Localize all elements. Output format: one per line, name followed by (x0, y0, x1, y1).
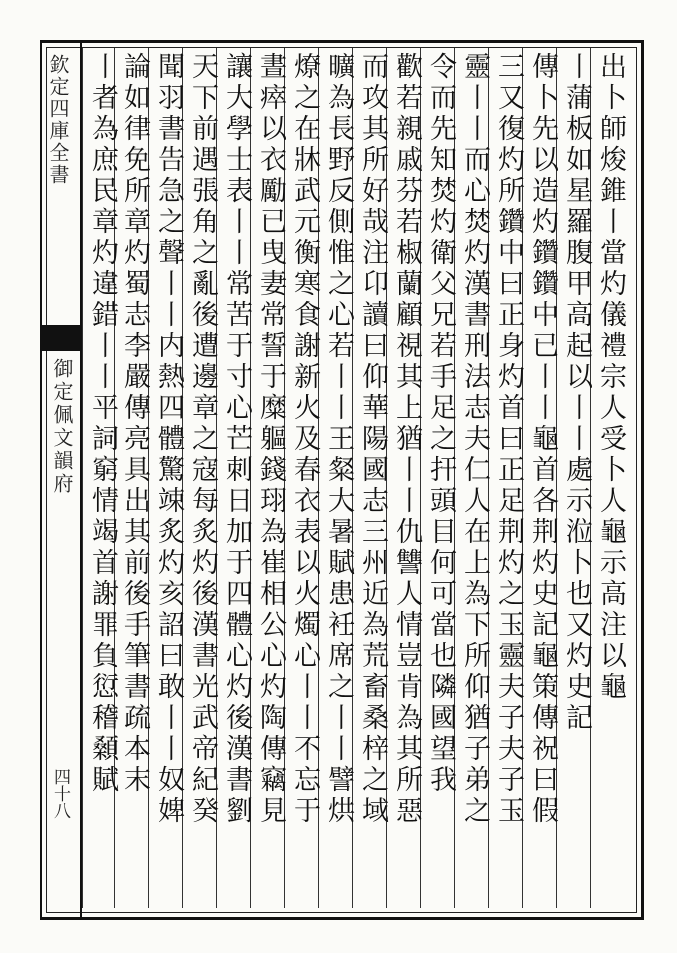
text-column: 聞羽書告急之聲丨丨内熱四體驚竦炙灼亥詔曰敢丨丨奴婢 (148, 48, 188, 908)
text-column: 歡若親戚芬若椒蘭顧視其上猶丨丨仇讐人情豈肯為其所惡 (386, 48, 426, 908)
text-column: 讓大學士表丨丨常苦于寸心芒刺日加于四體心灼後漢書劉 (216, 48, 256, 908)
margin-book-title: 御定佩文韻府 (50, 358, 74, 496)
text-columns (82, 48, 630, 908)
text-column: 靈丨丨而心焚灼漢書刑法志夫仁人在上為下所仰猶子弟之 (454, 48, 494, 908)
fishtail-mark (40, 325, 80, 351)
text-column: 而攻其所好哉注卬讀曰仰華陽國志三州近為荒畜桑梓之域 (352, 48, 392, 908)
text-column: 燎之在牀武元衡寒食謝新火及春衣表以火燭心丨丨不忘于 (284, 48, 324, 908)
text-column: 晝瘁以衣勵已曳妻常誓于糜軀錢珝為崔相公心灼陶傳竊見 (250, 48, 290, 908)
text-column: 丨蒲板如星羅腹甲高起以丨丨處示涖卜也又灼史記 (556, 48, 596, 908)
text-column: 曠為長野反側惟之心若丨丨王粲大暑賦患衽席之丨丨譬烘 (318, 48, 358, 908)
text-column: 論如律免所章灼蜀志李嚴傳亮具出其前後手筆書疏本末 (114, 48, 154, 908)
page-margin (40, 40, 82, 920)
margin-title: 欽定四庫全書 (46, 54, 70, 186)
text-column: 三又復灼所鑽中曰正身灼首曰正足荆灼之玉靈夫子夫子玉 (488, 48, 528, 908)
text-column: 令而先知焚灼衛父兄若手足之扞頭目何可當也隣國望我 (420, 48, 460, 908)
text-column: 丨者為庶民章灼違錯丨丨平詞窮情竭首謝罪負愆稽顙賦 (82, 48, 122, 908)
text-column: 出卜師焌錐丨當灼儀禮宗人受卜人龜示高注以龜 (590, 48, 630, 908)
text-column: 傳卜先以造灼鑽鑽中已丨丨龜首各荆灼史記龜策傳祝曰假 (522, 48, 562, 908)
text-column: 天下前遇張角之亂後遭邊章之寇每炙灼後漢書光武帝紀癸 (182, 48, 222, 908)
margin-page-number: 四十八 (50, 768, 70, 819)
